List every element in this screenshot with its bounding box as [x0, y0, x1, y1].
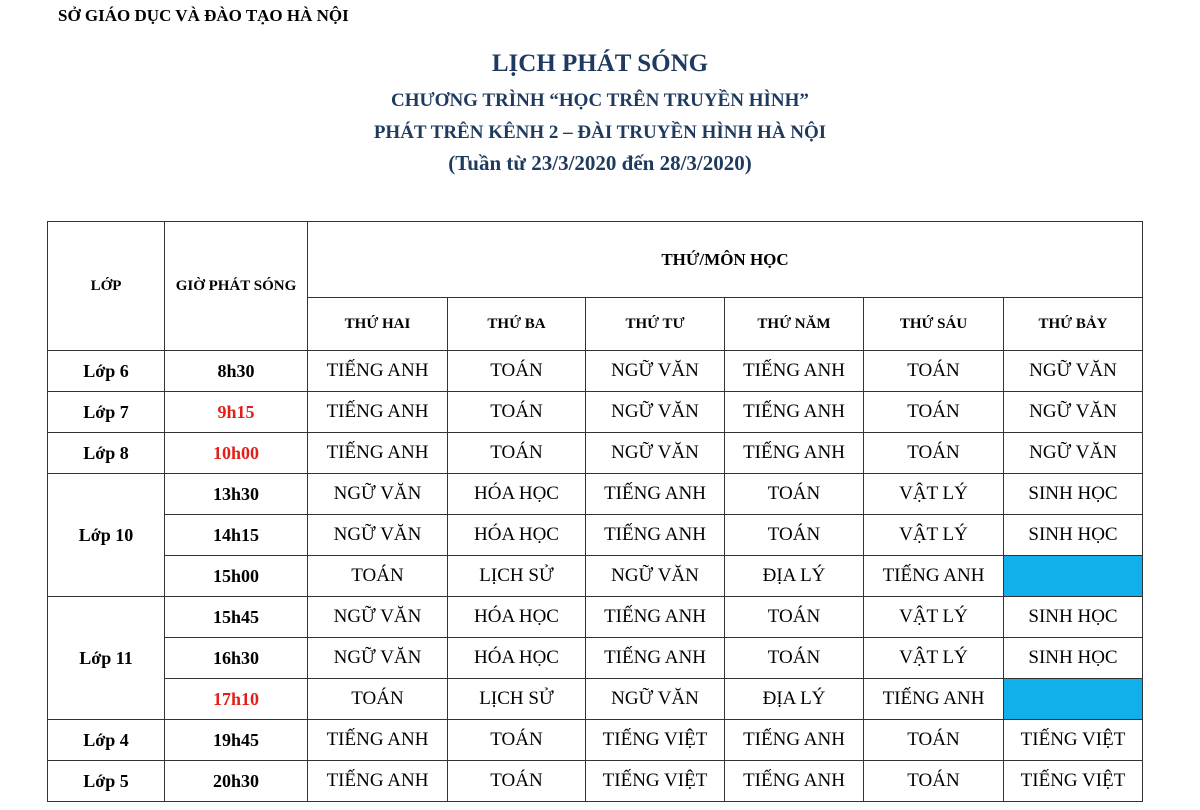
header-gio-phat-song: GIỜ PHÁT SÓNG — [165, 222, 308, 351]
header-day: THỨ TƯ — [586, 298, 725, 351]
subject-cell: VẬT LÝ — [864, 474, 1004, 515]
subject-cell: TIẾNG ANH — [586, 515, 725, 556]
subject-cell: TOÁN — [864, 392, 1004, 433]
time-cell: 9h15 — [165, 392, 308, 433]
subject-cell: VẬT LÝ — [864, 638, 1004, 679]
class-cell: Lớp 11 — [48, 597, 165, 720]
subject-cell: TOÁN — [864, 351, 1004, 392]
class-cell: Lớp 6 — [48, 351, 165, 392]
subject-cell: TIẾNG VIỆT — [1004, 720, 1143, 761]
subject-cell: LỊCH SỬ — [448, 679, 586, 720]
subject-cell: TOÁN — [725, 474, 864, 515]
class-cell: Lớp 8 — [48, 433, 165, 474]
subject-cell: TOÁN — [448, 392, 586, 433]
subject-cell: TOÁN — [864, 761, 1004, 802]
subject-cell: TOÁN — [725, 515, 864, 556]
subject-cell: TIẾNG VIỆT — [586, 720, 725, 761]
subject-cell: TIẾNG ANH — [864, 556, 1004, 597]
subject-cell: TOÁN — [448, 720, 586, 761]
subject-cell: TIẾNG ANH — [308, 761, 448, 802]
subject-cell: NGỮ VĂN — [586, 679, 725, 720]
empty-slot-cell — [1004, 679, 1143, 720]
table-row — [48, 761, 1143, 802]
subject-cell: TIẾNG ANH — [725, 392, 864, 433]
header-day: THỨ BẢY — [1004, 298, 1143, 351]
header-day: THỨ SÁU — [864, 298, 1004, 351]
subject-cell: NGỮ VĂN — [308, 515, 448, 556]
subject-cell: VẬT LÝ — [864, 597, 1004, 638]
subject-cell: HÓA HỌC — [448, 474, 586, 515]
subject-cell: TIẾNG ANH — [725, 761, 864, 802]
table-row — [48, 638, 1143, 679]
subject-cell: TIẾNG ANH — [725, 351, 864, 392]
subject-cell: HÓA HỌC — [448, 638, 586, 679]
time-cell: 19h45 — [165, 720, 308, 761]
class-cell: Lớp 10 — [48, 474, 165, 597]
subject-cell: NGỮ VĂN — [308, 597, 448, 638]
subject-cell: TIẾNG ANH — [864, 679, 1004, 720]
subject-cell: TIẾNG ANH — [586, 638, 725, 679]
subject-cell: NGỮ VĂN — [1004, 351, 1143, 392]
subject-cell: TIẾNG ANH — [308, 433, 448, 474]
table-row — [48, 433, 1143, 474]
table-row — [48, 720, 1143, 761]
time-cell: 13h30 — [165, 474, 308, 515]
time-cell: 17h10 — [165, 679, 308, 720]
empty-slot-cell — [1004, 556, 1143, 597]
time-cell: 8h30 — [165, 351, 308, 392]
subject-cell: NGỮ VĂN — [586, 556, 725, 597]
subject-cell: NGỮ VĂN — [586, 351, 725, 392]
subject-cell: TOÁN — [308, 679, 448, 720]
time-cell: 15h00 — [165, 556, 308, 597]
subject-cell: TOÁN — [725, 638, 864, 679]
header-day: THỨ NĂM — [725, 298, 864, 351]
org-name: SỞ GIÁO DỤC VÀ ĐÀO TẠO HÀ NỘI — [58, 6, 349, 25]
subject-cell: TOÁN — [725, 597, 864, 638]
subject-cell: TOÁN — [864, 433, 1004, 474]
table-row — [48, 679, 1143, 720]
table-row — [48, 515, 1143, 556]
subject-cell: HÓA HỌC — [448, 597, 586, 638]
class-cell: Lớp 4 — [48, 720, 165, 761]
week-range: (Tuần từ 23/3/2020 đến 28/3/2020) — [448, 151, 752, 175]
subject-cell: TOÁN — [448, 351, 586, 392]
subject-cell: ĐỊA LÝ — [725, 556, 864, 597]
table-row — [48, 474, 1143, 515]
subject-cell: NGỮ VĂN — [586, 433, 725, 474]
subject-cell: NGỮ VĂN — [308, 638, 448, 679]
subject-cell: NGỮ VĂN — [586, 392, 725, 433]
subject-cell: TIẾNG ANH — [586, 597, 725, 638]
time-cell: 15h45 — [165, 597, 308, 638]
subject-cell: TIẾNG ANH — [308, 351, 448, 392]
subject-cell: TIẾNG ANH — [725, 720, 864, 761]
subject-cell: TIẾNG VIỆT — [1004, 761, 1143, 802]
subject-cell: TOÁN — [864, 720, 1004, 761]
subject-cell: SINH HỌC — [1004, 474, 1143, 515]
subject-cell: HÓA HỌC — [448, 515, 586, 556]
subject-cell: TIẾNG ANH — [308, 392, 448, 433]
time-cell: 14h15 — [165, 515, 308, 556]
subject-cell: TIẾNG ANH — [586, 474, 725, 515]
header-thu-mon-hoc: THỨ/MÔN HỌC — [308, 222, 1143, 298]
page-title: LỊCH PHÁT SÓNG — [491, 50, 709, 77]
subject-cell: TOÁN — [308, 556, 448, 597]
subject-cell: TOÁN — [448, 761, 586, 802]
time-cell: 10h00 — [165, 433, 308, 474]
subject-cell: TIẾNG ANH — [725, 433, 864, 474]
time-cell: 16h30 — [165, 638, 308, 679]
table-row — [48, 392, 1143, 433]
subject-cell: SINH HỌC — [1004, 515, 1143, 556]
header-day: THỨ BA — [448, 298, 586, 351]
time-cell: 20h30 — [165, 761, 308, 802]
subject-cell: LỊCH SỬ — [448, 556, 586, 597]
subject-cell: NGỮ VĂN — [1004, 433, 1143, 474]
table-row — [48, 597, 1143, 638]
subject-cell: TIẾNG VIỆT — [586, 761, 725, 802]
header-day: THỨ HAI — [308, 298, 448, 351]
subject-cell: VẬT LÝ — [864, 515, 1004, 556]
channel-subtitle: PHÁT TRÊN KÊNH 2 – ĐÀI TRUYỀN HÌNH HÀ NỘI — [373, 122, 827, 143]
subject-cell: TOÁN — [448, 433, 586, 474]
subject-cell: TIẾNG ANH — [308, 720, 448, 761]
subject-cell: SINH HỌC — [1004, 638, 1143, 679]
class-cell: Lớp 7 — [48, 392, 165, 433]
subject-cell: SINH HỌC — [1004, 597, 1143, 638]
subject-cell: NGỮ VĂN — [1004, 392, 1143, 433]
subject-cell: ĐỊA LÝ — [725, 679, 864, 720]
schedule-table — [47, 221, 1143, 802]
table-row — [48, 351, 1143, 392]
subject-cell: NGỮ VĂN — [308, 474, 448, 515]
table-row — [48, 556, 1143, 597]
program-subtitle: CHƯƠNG TRÌNH “HỌC TRÊN TRUYỀN HÌNH” — [391, 90, 809, 111]
header-lop: LỚP — [48, 222, 165, 351]
class-cell: Lớp 5 — [48, 761, 165, 802]
